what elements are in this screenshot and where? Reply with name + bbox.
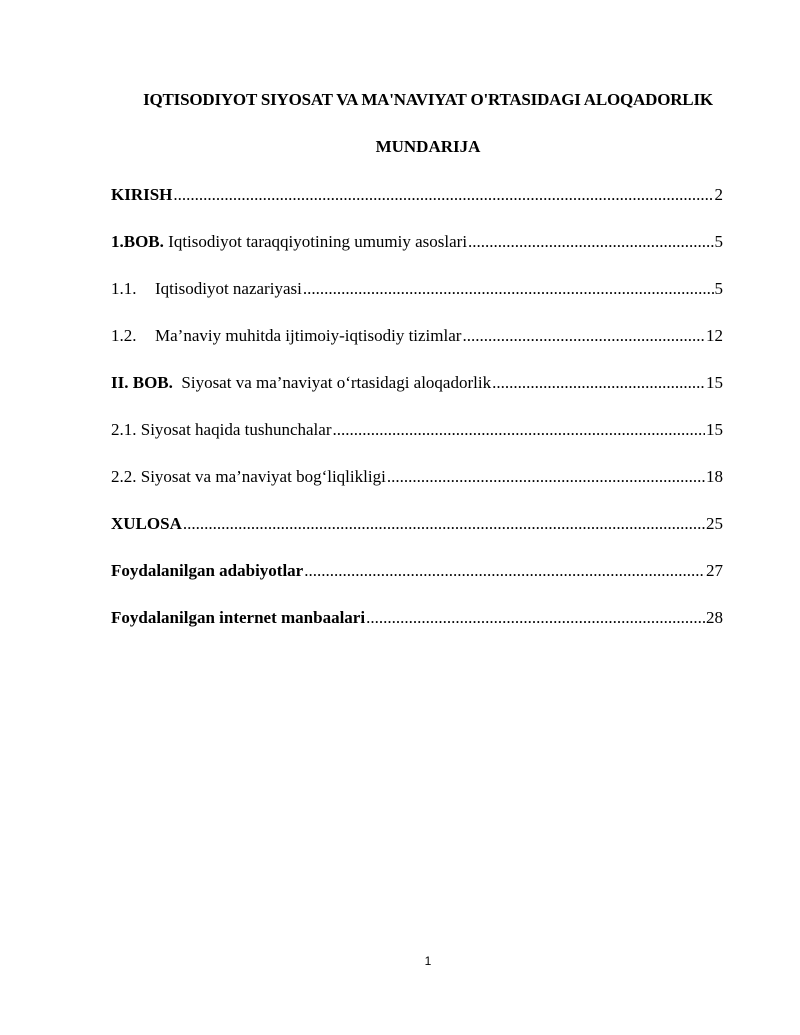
toc-heading: MUNDARIJA — [375, 137, 481, 156]
dot-leader — [492, 372, 705, 394]
toc-entry-kirish[interactable] — [111, 184, 723, 231]
toc-entry-bold: XULOSA — [111, 514, 182, 533]
toc-entry-internet-manbaalari[interactable] — [111, 607, 723, 654]
page-number: 1 — [424, 954, 432, 968]
dot-leader — [303, 278, 714, 300]
toc-entry-number: 1.2. — [111, 326, 137, 345]
dot-leader — [333, 419, 706, 441]
dot-leader — [387, 466, 705, 488]
toc-entry-2-2[interactable] — [111, 466, 723, 513]
document-title: IQTISODIYOT SIYOSAT VA MA'NAVIYAT O'RTASIDAGI ALOQADORLIK — [143, 90, 713, 109]
toc-entry-1-1[interactable] — [111, 278, 723, 325]
dot-leader — [173, 184, 713, 206]
dot-leader — [304, 560, 705, 582]
toc-entry-text: Ma’naviy muhitda ijtimoiy-iqtisodiy tizimlar — [155, 326, 462, 345]
toc-entry-text: Iqtisodiyot taraqqiyotining umumiy asoslari — [163, 232, 468, 251]
toc-page-number: 2 — [714, 185, 723, 204]
toc-entry-text: 2.1. Siyosat haqida tushunchalar — [111, 420, 332, 439]
toc-entry-bold: KIRISH — [111, 185, 173, 204]
toc-entry-bold: Foydalanilgan internet manbaalari — [111, 608, 366, 627]
table-of-contents — [111, 184, 723, 654]
toc-entry-bold: Foydalanilgan adabiyotlar — [111, 561, 304, 580]
toc-entry-bold: 1.BOB. — [111, 232, 164, 251]
dot-leader — [366, 607, 705, 629]
toc-page-number: 12 — [706, 326, 723, 345]
toc-page-number: 5 — [714, 232, 723, 251]
toc-page-number: 27 — [706, 561, 723, 580]
toc-entry-number: 1.1. — [111, 279, 137, 298]
toc-entry-bob-1[interactable] — [111, 231, 723, 278]
dot-leader — [183, 513, 705, 535]
toc-page-number: 18 — [706, 467, 723, 486]
toc-entry-1-2[interactable] — [111, 325, 723, 372]
toc-page-number: 28 — [706, 608, 723, 627]
dot-leader — [462, 325, 705, 347]
toc-page-number: 15 — [706, 420, 723, 439]
toc-page-number: 5 — [714, 279, 723, 298]
toc-entry-adabiyotlar[interactable] — [111, 560, 723, 607]
dot-leader — [468, 231, 713, 253]
toc-entry-text: Siyosat va ma’naviyat o‘rtasidagi aloqadorlik — [172, 373, 492, 392]
toc-entry-text: Iqtisodiyot nazariyasi — [155, 279, 302, 298]
toc-entry-bob-2[interactable] — [111, 372, 723, 419]
toc-entry-bold: II. BOB. — [111, 373, 173, 392]
toc-entry-text: 2.2. Siyosat va ma’naviyat bog‘liqlikligi — [111, 467, 386, 486]
toc-page-number: 15 — [706, 373, 723, 392]
toc-page-number: 25 — [706, 514, 723, 533]
toc-entry-xulosa[interactable] — [111, 513, 723, 560]
toc-entry-2-1[interactable] — [111, 419, 723, 466]
